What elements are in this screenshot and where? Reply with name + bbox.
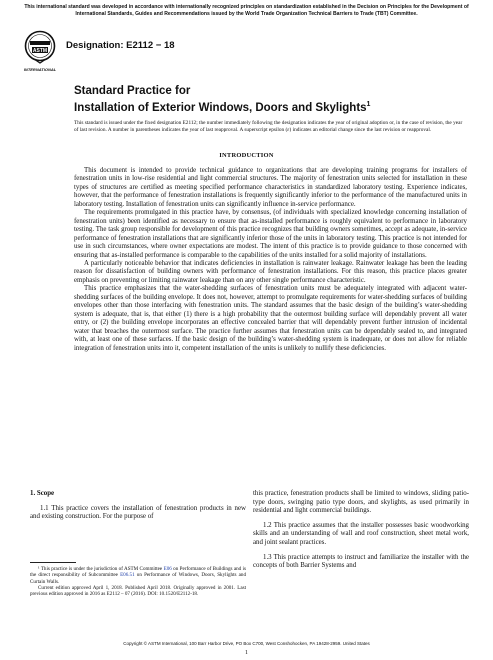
astm-logo-icon bbox=[22, 30, 58, 74]
designation bbox=[66, 40, 175, 51]
svg-text:ASTM: ASTM bbox=[32, 48, 48, 54]
wto-notice: This international standard was developed in accordance with internationally recognized principles on standardization established in the Decision on Principles for the Development of International Standards, Guides and Recommendations issued by the World Trade Organization Technical Barriers to Trade (TBT) Committee. bbox=[24, 4, 469, 17]
scope-paragraph-1-1: 1.1 This practice covers the installation of fenestration products in new and existing construction. For the purpose of bbox=[30, 504, 246, 521]
title-line-1: Standard Practice for bbox=[74, 85, 191, 97]
introduction-heading: INTRODUCTION bbox=[219, 152, 274, 159]
intro-paragraph: The requirements promulgated in this practice have, by consensus, (of individuals with specialized knowledge concerning installation of fenestration units) been identified as necessary to ensure that as-installed performance is roughly equivalent to performance in laboratory testing. The task group responsible for development of this practice recognizes that building owners sometimes, accept as adequate, in-service performance of fenestration installations that are significantly inferior those of the units in laboratory testing. This practice is not intended for use in such circumstances, where owner expectations are modest. The intent of this practice is to provide guidance to those concerned with ensuring that as-installed performance is comparable to the capabilities of the units installed for a solid majority of installations. bbox=[74, 209, 467, 259]
title-line-2: Installation of Exterior Windows, Doors and Skylights$^1$ bbox=[74, 101, 371, 114]
scope-paragraph-1-1-continued: this practice, fenestration products shall be limited to windows, sliding patio-type doors, swinging patio type doors, and skylights, as used primarily in residential and light commercial buildings. bbox=[253, 490, 469, 515]
footnote-1: ¹ This practice is under the jurisdiction of ASTM Committee E06 on Performance of Buildings and is the direct responsibility of Subcommittee E06.51 on Performance of Windows, Doors, Skylights and Curtain Walls. bbox=[30, 566, 246, 585]
document-title bbox=[74, 84, 370, 115]
designation-value: E2112 − 18 bbox=[126, 40, 175, 51]
intro-paragraph: This document is intended to provide technical guidance to organizations that are developing training programs for installers of fenestration units in low-rise residential and light commercial structures. The majority of fenestration units selected for installation in these types of structures are certified as meeting specified performance characteristics in standardized laboratory testing. Experience indicates, however, that the performance of fenestration installations is frequently significantly inferior to the performance of the manufactured units in laboratory testing. Installation of fenestration units can significantly influence in-service performance. bbox=[74, 167, 467, 208]
introduction-body bbox=[74, 167, 467, 353]
copyright-notice: Copyright © ASTM International, 100 Barr Harbor Drive, PO Box C700, West Conshohocken, PA 19428-2959. United States bbox=[123, 641, 370, 646]
scope-paragraph-1-2: 1.2 This practice assumes that the installer possesses basic woodworking skills and an understanding of wall and roof construction, sheet metal work, and joint sealant practices. bbox=[253, 521, 469, 546]
scope-paragraph-1-3: 1.3 This practice attempts to instruct and familiarize the installer with the concepts of both Barrier Systems and bbox=[253, 553, 469, 570]
issuance-note: This standard is issued under the fixed designation E2112; the number immediately following the designation indicates the year of original adoption or, in the case of revision, the year of last revision. A number in parentheses indicates the year of last reapproval. A superscript epsilon (ε) indicates an editorial change since the last revision or reapproval. bbox=[74, 120, 463, 133]
intro-paragraph: A particularly noticeable behavior that indicates deficiencies in installation is rainwater leakage. Rainwater leakage has been the leading reason for dissatisfaction of building owners with performance of fenestration installations. For this reason, this practice places greater emphasis on preventing or limiting rainwater leakage than on any other single performance characteristic. bbox=[74, 259, 467, 284]
left-column bbox=[30, 490, 246, 522]
logo-wordmark: INTERNATIONAL bbox=[23, 67, 57, 72]
title-footnote-mark: 1 bbox=[366, 101, 371, 108]
designation-label: Designation: bbox=[66, 40, 124, 51]
footnotes bbox=[30, 566, 246, 597]
right-column bbox=[253, 490, 469, 571]
footnote-rule bbox=[30, 562, 76, 563]
scope-heading: 1. Scope bbox=[30, 490, 55, 497]
footnote-2: Current edition approved April 1, 2018. Published April 2018. Originally approved in 2001. Last previous edition approved in 2016 as E2112 – 07 (2016). DOI: 10.1520/E2112-18. bbox=[30, 584, 246, 598]
page-number: 1 bbox=[245, 650, 248, 656]
committee-link[interactable]: E06 bbox=[163, 566, 172, 572]
intro-paragraph: This practice emphasizes that the water-shedding surfaces of fenestration units must be adequately integrated with adjacent water-shedding surfaces of the building envelope. It does not, however, attempt to promulgate requirements for water-shedding surfaces of building envelopes other than those interfacing with fenestration units. The standard assumes that the basic design of the building’s water-shedding system is adequate, that is, that either (1) there is a high probability that the outermost building surface will dependably prevent all water entry, or (2) the building envelope incorporates an effective concealed barrier that will dependably prevent further intrusion of incidental water that breaches the outermost surface. The practice further assumes that fenestration units can be dependably sealed to, and integrated with, at least one of these surfaces. If the basic design of the building’s water-shedding system is inadequate, or does not allow for reliable integration of fenestration units into it, competent installation of the units is unlikely to nullify these deficiencies. bbox=[74, 285, 467, 352]
subcommittee-link[interactable]: E06.51 bbox=[120, 572, 135, 579]
